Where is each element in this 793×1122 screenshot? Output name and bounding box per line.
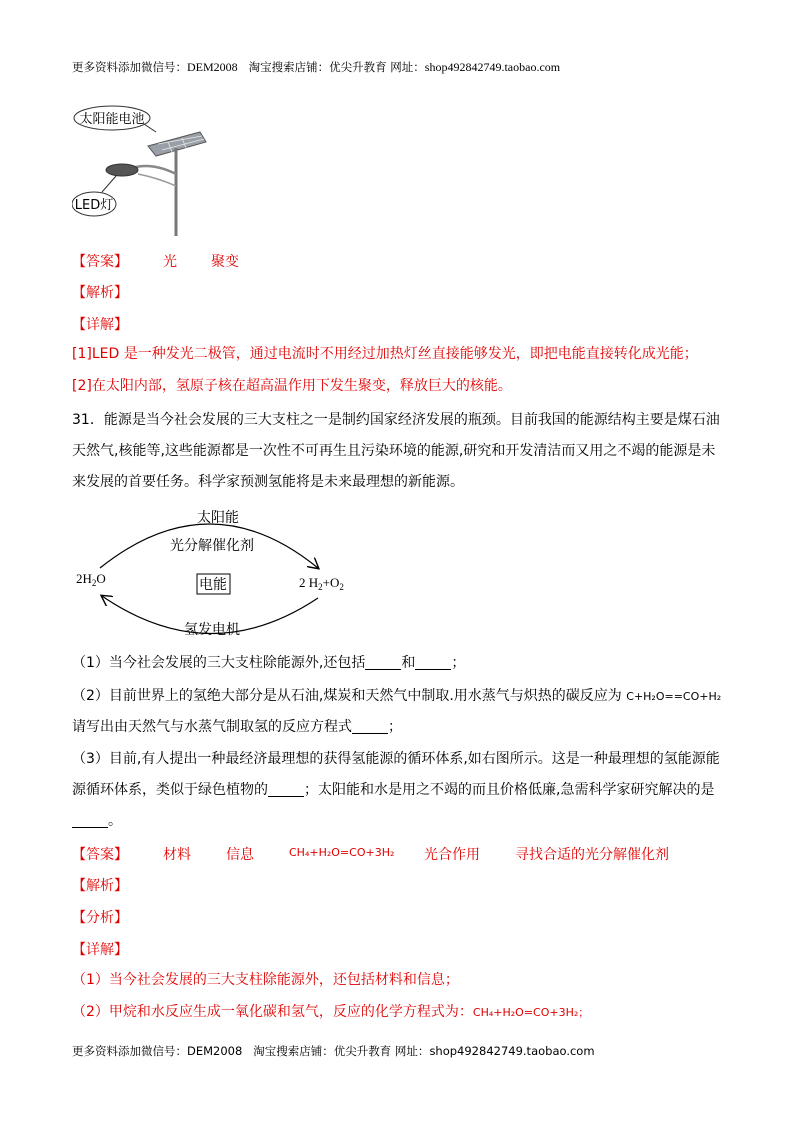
q31-sub2-text: （2）目前世界上的氢绝大部分是从石油,煤炭和天然气中制取.用水蒸气与炽热的碳反应为: [72, 688, 627, 704]
q31-detail-tag: 【详解】: [72, 942, 128, 958]
q31-sub2-blank: [352, 719, 388, 734]
q31-detail-1: （1）当今社会发展的三大支柱除能源外，还包括材料和信息；: [72, 972, 459, 988]
q30-detail-1: [1]LED 是一种发光二极管，通过电流时不用经过加热灯丝直接能够发光，即把电能直接转化成光能；: [72, 346, 698, 362]
q31-answer-2: 信息: [226, 847, 254, 863]
q31-sub3-blank1: [268, 782, 304, 797]
header-url: shop492842749.taobao.com: [424, 60, 561, 74]
q31-sub3-text2: ；太阳能和水是用之不竭的而且价格低廉,急需科学家研究解决的是: [304, 782, 715, 798]
q31-answer-4: 光合作用: [424, 847, 480, 863]
q31-sub1-and: 和: [401, 655, 416, 671]
footer-shop: 淘宝搜索店铺：优尖升教育 网址：: [253, 1044, 430, 1058]
q31-answer-5: 寻找合适的光分解催化剂: [515, 847, 669, 863]
diagram-catalyst-label: 光分解催化剂: [170, 538, 254, 554]
q31-answer-1: 材料: [163, 847, 191, 863]
q31-detail-2: [72, 1002, 589, 1023]
q31-sub1-text: （1）当今社会发展的三大支柱除能源外,还包括: [72, 655, 366, 671]
solar-label: 太阳能电池: [79, 112, 145, 127]
q31-sub1-end: ；: [451, 655, 466, 671]
page-header: [72, 59, 560, 75]
q30-detail-tag: 【详解】: [72, 317, 128, 333]
lamp-head: [106, 164, 138, 176]
q31-sub2-end: ；: [388, 719, 402, 735]
q31-answer-tag: 【答案】: [72, 847, 128, 863]
footer-wechat: DEM2008: [187, 1044, 243, 1058]
q31-intro-line2: 天然气,核能等,这些能源都是一次性不可再生且污染环境的能源,研究和开发清洁而又用之不竭的能源是未: [72, 443, 716, 459]
q31-sub3-text: 源循环体系，类似于绿色植物的: [72, 782, 268, 798]
q31-sub2-line1: [72, 686, 721, 707]
header-wechat: DEM2008: [187, 60, 238, 74]
q30-answer-2: 聚变: [211, 254, 239, 270]
q31-sub2-equation: C+H₂O==CO+H₂: [626, 690, 722, 703]
q31-intro-line1: 31．能源是当今社会发展的三大支柱之一是制约国家经济发展的瓶颈。目前我国的能源结构主要是煤石油: [72, 412, 720, 428]
q31-sub3-line3: [72, 811, 122, 831]
diagram-sun-label: 太阳能: [197, 510, 239, 526]
q31-sub3-end: 。: [108, 813, 122, 829]
q31-sub3-line1: （3）目前,有人提出一种最经济最理想的获得氢能源的循环体系,如右图所示。这是一种最理想的氢能源能: [72, 751, 720, 767]
q30-answer-row: [72, 251, 128, 271]
q30-answer-tag: 【答案】: [72, 254, 128, 270]
q31-sub2-line2: [72, 717, 402, 737]
header-prefix: 更多资料添加微信号：: [72, 60, 187, 74]
q30-analysis-tag: 【解析】: [72, 285, 128, 301]
q31-answer-3: CH₄+H₂O=CO+3H₂: [289, 846, 395, 859]
q31-detail-2-equation: CH₄+H₂O=CO+3H₂；: [472, 1006, 590, 1019]
diagram-center-label: 电能: [199, 577, 227, 593]
q31-sub1-blank1: [365, 655, 401, 670]
q31-sub1: [72, 653, 465, 673]
q30-detail-2: [2]在太阳内部，氢原子核在超高温作用下发生聚变，释放巨大的核能。: [72, 378, 512, 394]
streetlight-figure: [72, 104, 212, 236]
footer-url: shop492842749.taobao.com: [429, 1044, 595, 1058]
q31-sub3-blank2: [72, 813, 108, 828]
q30-answer-1: 光: [163, 254, 177, 270]
hydrogen-cycle-diagram: [70, 500, 370, 645]
header-shop: 淘宝搜索店铺：优尖升教育 网址：: [248, 60, 425, 74]
q31-intro-line3: 来发展的首要任务。科学家预测氢能将是未来最理想的新能源。: [72, 474, 464, 490]
q31-sub3-line2: [72, 780, 714, 800]
q31-detail-2-text: （2）甲烷和水反应生成一氧化碳和氢气，反应的化学方程式为：: [72, 1004, 473, 1020]
led-label: LED灯: [74, 198, 114, 213]
page-footer: [72, 1043, 595, 1059]
diagram-right-products: 2 $H_2+O_2$: [299, 575, 344, 592]
q31-fenxi-tag: 【分析】: [72, 910, 128, 926]
q31-sub2-prompt: 请写出由天然气与水蒸气制取氢的反应方程式: [72, 719, 352, 735]
diagram-left-water: $2H_2O$: [76, 571, 106, 588]
q31-analysis-tag: 【解析】: [72, 878, 128, 894]
footer-prefix: 更多资料添加微信号：: [72, 1044, 187, 1058]
diagram-generator-label: 氢发电机: [184, 622, 240, 638]
q31-sub1-blank2: [415, 655, 451, 670]
